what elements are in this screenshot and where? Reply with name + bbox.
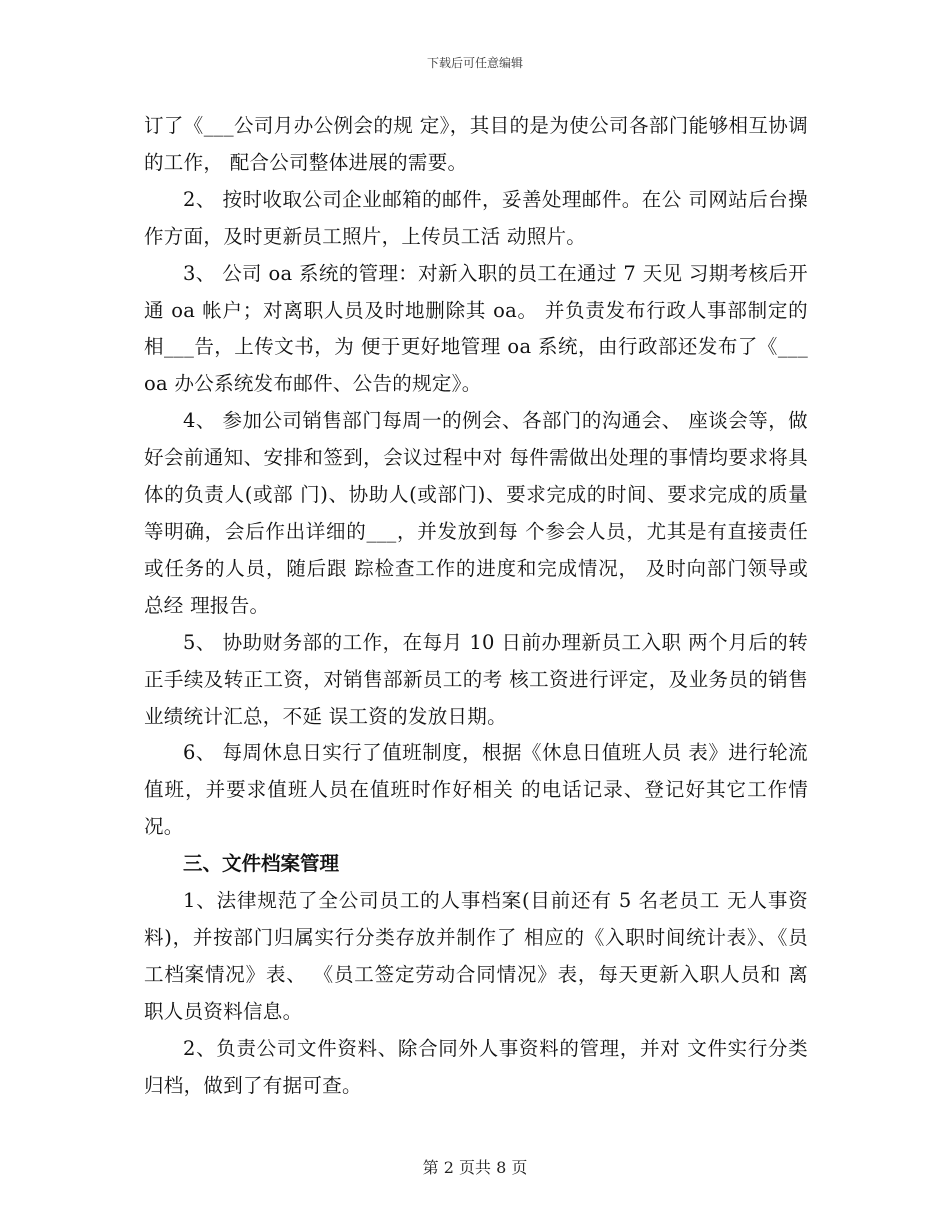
page-footer: 第 2 页共 8 页 <box>422 1158 528 1177</box>
paragraph-item-5: 5、 协助财务部的工作，在每月 10 日前办理新员工入职 两个月后的转正手续及转正工资，对销售部新员工的考 核工资进行评定，及业务员的销售业绩统计汇总，不延 误工资的发放日期。 <box>144 630 808 728</box>
document-body <box>144 108 808 1104</box>
paragraph-item-6: 6、 每周休息日实行了值班制度，根据《休息日值班人员 表》进行轮流值班，并要求值班人员在值班时作好相关 的电话记录、登记好其它工作情况。 <box>144 741 808 839</box>
section-paragraph-1: 1、法律规范了全公司员工的人事档案(目前还有 5 名老员工 无人事资料)，并按部门归属实行分类存放并制作了 相应的《入职时间统计表》、《员工档案情况》表、 《员工签定劳动合同情况》表，每天更新入职人员和 离职人员资料信息。 <box>144 889 808 1023</box>
paragraph-item-2: 2、 按时收取公司企业邮箱的邮件，妥善处理邮件。在公 司网站后台操作方面，及时更新员工照片，上传员工活 动照片。 <box>144 187 808 248</box>
page-header: 下载后可任意编辑 <box>426 56 523 70</box>
section-paragraph-2: 2、负责公司文件资料、除合同外人事资料的管理，并对 文件实行分类归档，做到了有据可查。 <box>144 1036 808 1097</box>
section-heading-file-archive: 三、文件档案管理 <box>183 852 340 876</box>
paragraph-continuation: 订了《___公司月办公例会的规 定》，其目的是为使公司各部门能够相互协调的工作， 配合公司整体进展的需要。 <box>144 114 808 174</box>
paragraph-item-3: 3、 公司 oa 系统的管理：对新入职的员工在通过 7 天见 习期考核后开通 oa 帐户；对离职人员及时地删除其 oa。 并负责发布行政人事部制定的相___告，上传文书，为 便于更好地管理 oa 系统，由行政部还发布了《___ oa 办公系统发布邮件、公告的规定》。 <box>144 261 808 396</box>
paragraph-item-4: 4、 参加公司销售部门每周一的例会、各部门的沟通会、 座谈会等，做好会前通知、安排和签到，会议过程中对 每件需做出处理的事情均要求将具体的负责人(或部 门)、协助人(或部门)、要求完成的时间、要求完成的质量等明确，会后作出详细的___，并发放到每 个参会人员，尤其是有直接责任或任务的人员，随后跟 踪检查工作的进度和完成情况， 及时向部门领导或总经 理报告。 <box>144 409 808 617</box>
